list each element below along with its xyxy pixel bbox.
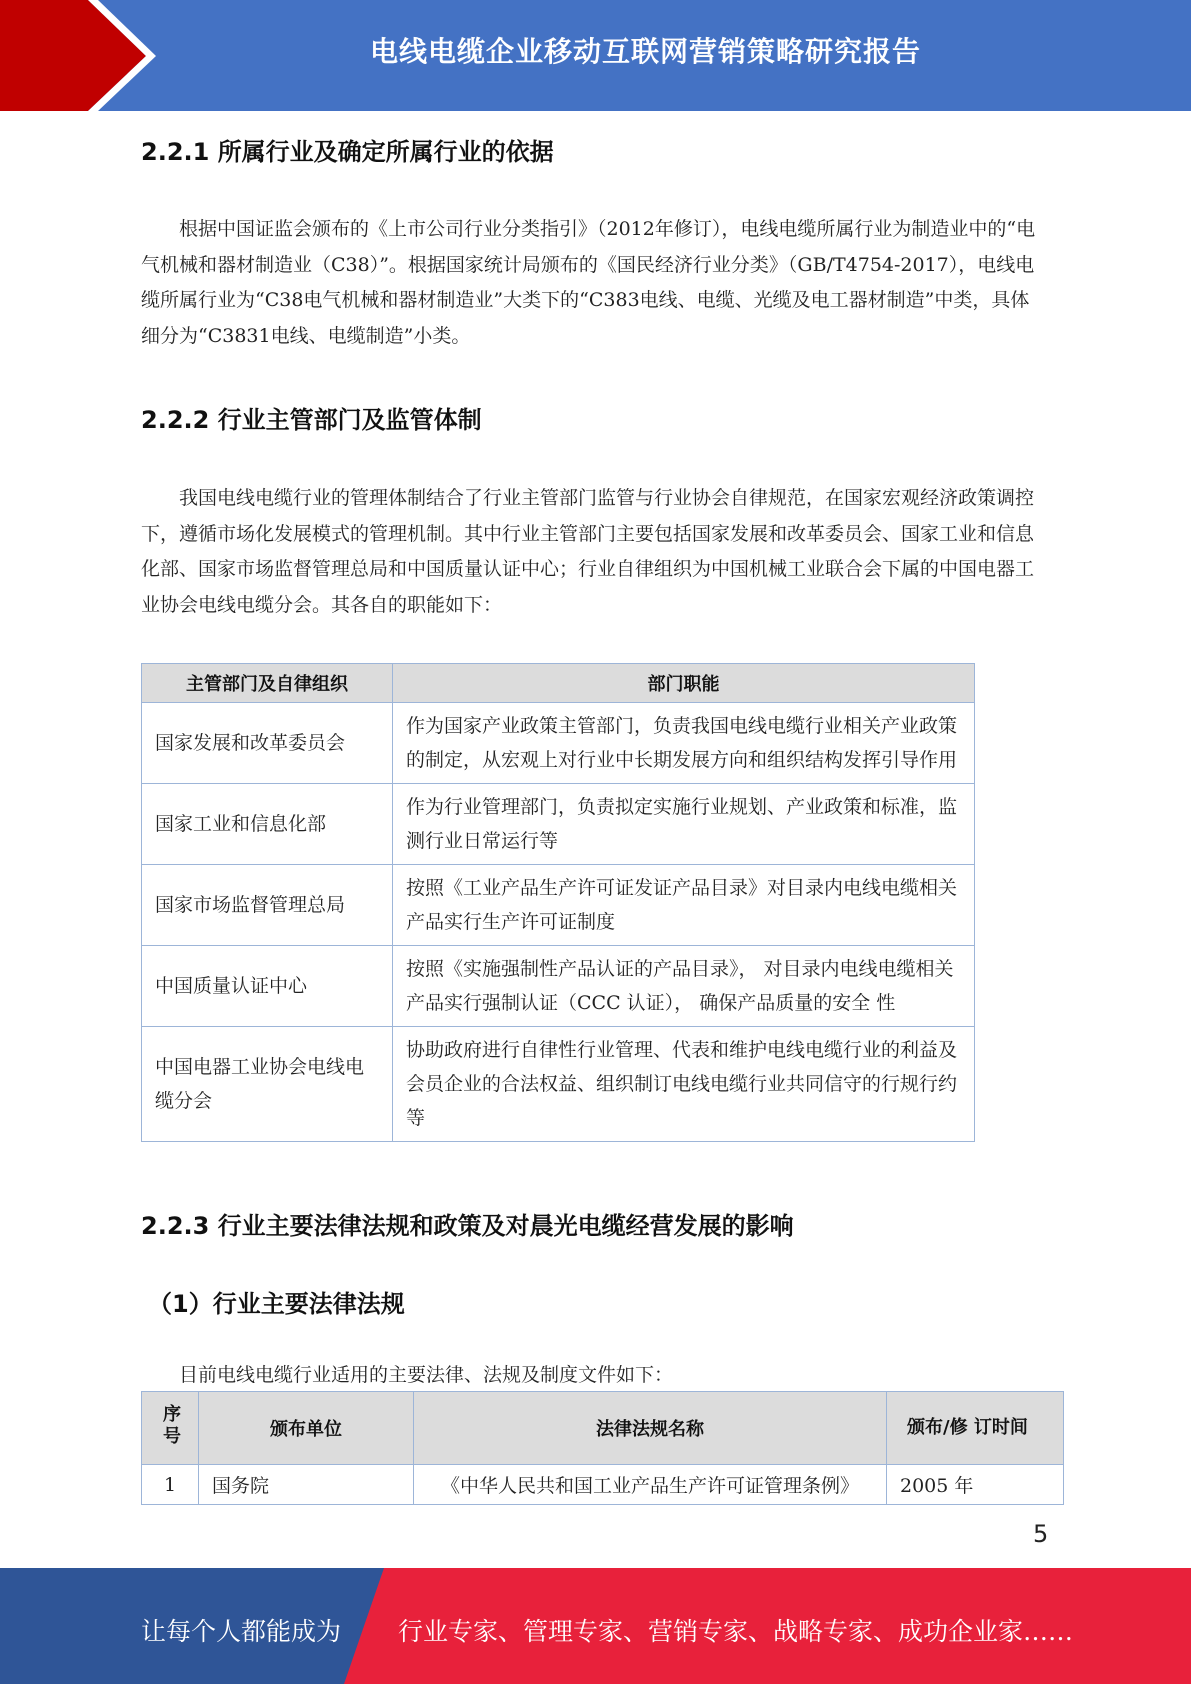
column-header-date: 颁布/修 订时间 [887,1392,1064,1465]
cell-function: 作为国家产业政策主管部门，负责我国电线电缆行业相关产业政策的制定，从宏观上对行业中长期发展方向和组织结构发挥引导作用 [393,703,975,784]
cell-organization: 国家发展和改革委员会 [142,703,393,784]
table-row [142,1465,1064,1505]
table-row [142,1027,975,1142]
cell-law-name: 《中华人民共和国工业产品生产许可证管理条例》 [414,1465,887,1505]
cell-function: 作为行业管理部门，负责拟定实施行业规划、产业政策和标准，监测行业日常运行等 [393,784,975,865]
page-footer [0,1568,1191,1684]
paragraph-laws-intro: 目前电线电缆行业适用的主要法律、法规及制度文件如下： [179,1364,674,1386]
cell-date: 2005 年 [887,1465,1064,1505]
paragraph-regulatory-system: 我国电线电缆行业的管理体制结合了行业主管部门监管与行业协会自律规范，在国家宏观经济政策调控下，遵循市场化发展模式的管理机制。其中行业主管部门主要包括国家发展和改革委员会、国家工业和信息化部、国家市场监督管理总局和中国质量认证中心；行业自律组织为中国机械工业联合会下属的中国电器工业协会电线电缆分会。其各自的职能如下： [141,487,1035,616]
heading-2-2-1: 2.2.1 所属行业及确定所属行业的依据 [141,138,554,166]
page-header [0,0,1191,111]
cell-organization: 中国质量认证中心 [142,946,393,1027]
table-row [142,865,975,946]
regulator-table [141,663,975,1142]
table-header-row [142,664,975,703]
column-header-law-name: 法律法规名称 [414,1392,887,1465]
cell-function: 按照《工业产品生产许可证发证产品目录》对目录内电线电缆相关产品实行生产许可证制度 [393,865,975,946]
cell-function: 按照《实施强制性产品认证的产品目录》， 对目录内电线电缆相关产品实行强制认证（CCC 认证）， 确保产品质量的安全 性 [393,946,975,1027]
cell-organization: 国家市场监督管理总局 [142,865,393,946]
cell-organization: 中国电器工业协会电线电缆分会 [142,1027,393,1142]
footer-slogan-left: 让每个人都能成为 [141,1617,342,1646]
paragraph-industry-classification: 根据中国证监会颁布的《上市公司行业分类指引》（2012年修订），电线电缆所属行业为制造业中的“电气机械和器材制造业（C38）”。根据国家统计局颁布的《国民经济行业分类》（GB/T4754-2017），电线电缆所属行业为“C38电气机械和器材制造业”大类下的“C383电线、电缆、光缆及电工器材制造”中类，具体细分为“C3831电线、电缆制造”小类。 [141,218,1036,347]
number-header-text: 序号 [160,1403,181,1448]
subheading-laws: （1）行业主要法律法规 [148,1290,405,1318]
page-number: 5 [1033,1520,1049,1548]
laws-table [141,1391,1064,1505]
table-row [142,784,975,865]
footer-slogan-right: 行业专家、管理专家、营销专家、战略专家、成功企业家…… [398,1617,1074,1646]
column-header-function: 部门职能 [393,664,975,703]
column-header-organization: 主管部门及自律组织 [142,664,393,703]
cell-function: 协助政府进行自律性行业管理、代表和维护电线电缆行业的利益及会员企业的合法权益、组织制订电线电缆行业共同信守的行规行约等 [393,1027,975,1142]
heading-2-2-3: 2.2.3 行业主要法律法规和政策及对晨光电缆经营发展的影响 [141,1212,794,1240]
cell-number: 1 [142,1465,199,1505]
column-header-issuer: 颁布单位 [199,1392,414,1465]
column-header-number [142,1392,199,1465]
table-row [142,703,975,784]
header-title: 电线电缆企业移动互联网营销策略研究报告 [369,35,921,68]
table-row [142,946,975,1027]
heading-2-2-2: 2.2.2 行业主管部门及监管体制 [141,406,482,434]
cell-issuer: 国务院 [199,1465,414,1505]
table-header-row [142,1392,1064,1465]
cell-organization: 国家工业和信息化部 [142,784,393,865]
